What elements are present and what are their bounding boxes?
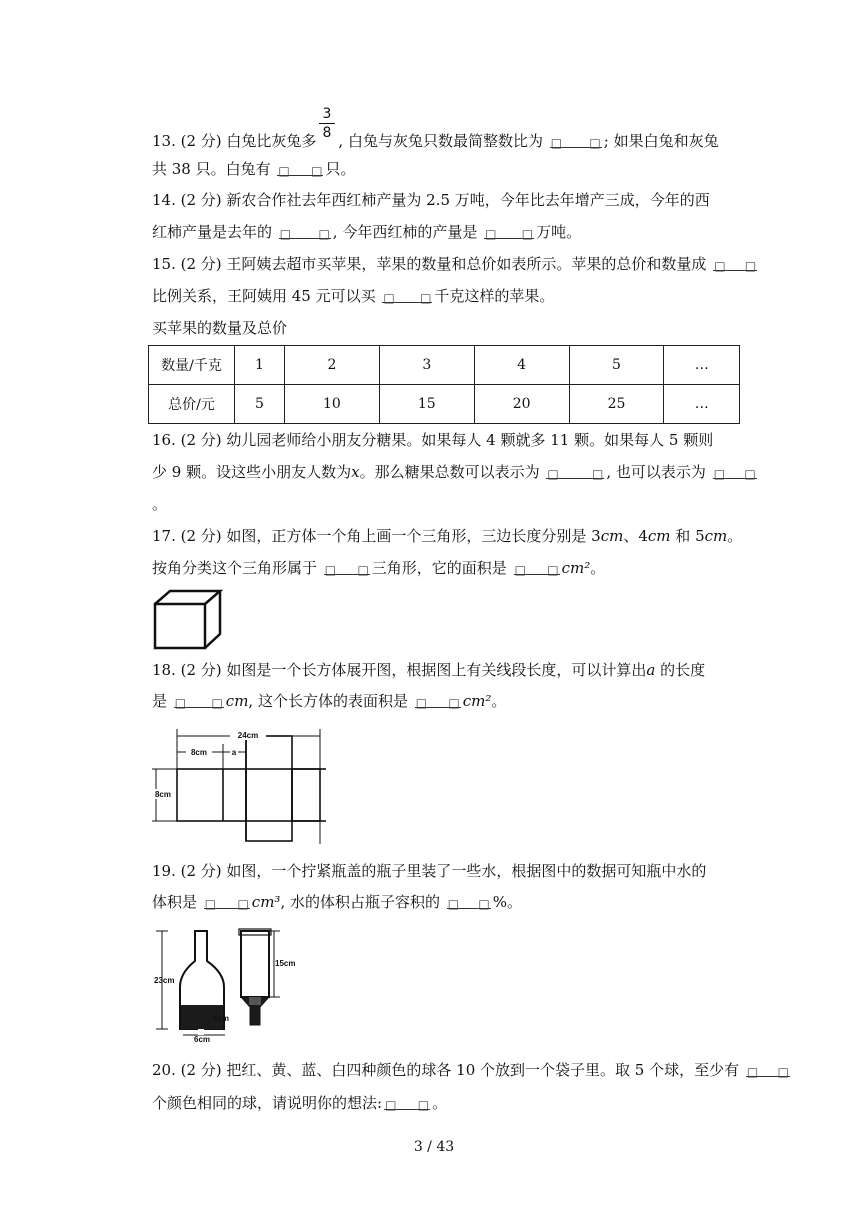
net-label-a: a: [231, 748, 237, 757]
bottle-label-15cm: 15cm: [275, 959, 296, 968]
table-row: 数量/千克 1 2 3 4 5 …: [149, 346, 740, 385]
q15-line1: 15. (2 分) 王阿姨去超市买苹果，苹果的数量和总价如表所示。苹果的总价和数量成 □ □: [152, 255, 757, 273]
bottle-label-6cm: 6cm: [194, 1035, 211, 1043]
bottle-figure: [150, 925, 300, 1043]
net-label-8cm-side: 8cm: [154, 790, 172, 799]
q16-line2: 少 9 颗。设这些小朋友人数为x。那么糖果总数可以表示为 □ □ , 也可以表示为 □ □: [152, 463, 756, 481]
q20-line1: 20. (2 分) 把红、黄、蓝、白四种颜色的球各 10 个放到一个袋子里。取 5 个球，至少有 □ □: [152, 1061, 789, 1079]
fraction-numerator: 3: [322, 106, 332, 122]
q13-line2: 共 38 只。白兔有 □ □ 只。: [152, 160, 356, 178]
cuboid-net-figure: [150, 724, 326, 846]
q15-line2: 比例关系，王阿姨用 45 元可以买 □ □ 千克这样的苹果。: [152, 287, 555, 305]
q19-answer-blank-2[interactable]: □ □: [447, 892, 491, 909]
bottle-label-5cm: 5cm: [213, 1014, 230, 1023]
q18-line1: 18. (2 分) 如图是一个长方体展开图，根据图上有关线段长度，可以计算出a 的长度: [152, 661, 706, 679]
q15-table-caption: 买苹果的数量及总价: [152, 319, 288, 337]
q20-line2: 个颜色相同的球，请说明你的想法: □ □ 。: [152, 1094, 448, 1112]
q19-answer-blank-1[interactable]: □ □: [204, 892, 250, 909]
page-number: 3 / 43: [413, 1139, 455, 1155]
q14-line2: 红柿产量是去年的 □ □ , 今年西红柿的产量是 □ □ 万吨。: [152, 223, 582, 241]
q17-answer-blank-2[interactable]: □ □: [514, 558, 560, 575]
q14-answer-blank-2[interactable]: □ □: [484, 222, 534, 239]
q14-answer-blank-1[interactable]: □ □: [279, 222, 331, 239]
q13-answer-blank-1[interactable]: □ □: [550, 131, 602, 148]
q16-answer-blank-2[interactable]: □ □: [713, 462, 757, 479]
cube-figure: [152, 588, 224, 652]
q13-answer-blank-2[interactable]: □ □: [277, 159, 323, 176]
q18-answer-blank-1[interactable]: □ □: [174, 691, 224, 708]
q15-answer-blank-1[interactable]: □ □: [713, 254, 757, 271]
q13-line1: 13. (2 分) 白兔比灰兔多 , 白兔与灰兔只数最简整数比为 □ □ ; 如果白兔和灰兔: [152, 132, 719, 150]
q20-answer-blank-2[interactable]: □ □: [384, 1093, 430, 1110]
apple-price-table: [148, 345, 740, 424]
q16-line3: 。: [152, 495, 168, 513]
q20-answer-blank-1[interactable]: □ □: [746, 1060, 790, 1077]
q17-answer-blank-1[interactable]: □ □: [324, 558, 370, 575]
q18-answer-blank-2[interactable]: □ □: [415, 691, 461, 708]
q15-answer-blank-2[interactable]: □ □: [382, 286, 432, 303]
q16-line1: 16. (2 分) 幼儿园老师给小朋友分糖果。如果每人 4 颗就多 11 颗。如果每人 5 颗则: [152, 431, 714, 449]
bottle-label-23cm: 23cm: [154, 976, 175, 985]
net-label-8cm-top: 8cm: [190, 748, 208, 757]
net-label-24cm: 24cm: [237, 731, 259, 740]
q17-line2: 按角分类这个三角形属于 □ □ 三角形，它的面积是 □ □ cm²。: [152, 559, 606, 577]
q16-answer-blank-1[interactable]: □ □: [546, 462, 604, 479]
q17-line1: 17. (2 分) 如图，正方体一个角上画一个三角形，三边长度分别是 3cm、4cm 和 5cm。: [152, 527, 743, 545]
table-row: 总价/元 5 10 15 20 25 …: [149, 385, 740, 424]
q19-line2: 体积是 □ □ cm³, 水的体积占瓶子容积的 □ □ %。: [152, 893, 523, 911]
q18-line2: 是 □ □ cm, 这个长方体的表面积是 □ □ cm²。: [152, 692, 507, 710]
fraction-denominator: 8: [322, 125, 332, 141]
q19-line1: 19. (2 分) 如图，一个拧紧瓶盖的瓶子里装了一些水，根据图中的数据可知瓶中水的: [152, 862, 707, 880]
q14-line1: 14. (2 分) 新农合作社去年西红柿产量为 2.5 万吨，今年比去年增产三成，今年的西: [152, 191, 710, 209]
